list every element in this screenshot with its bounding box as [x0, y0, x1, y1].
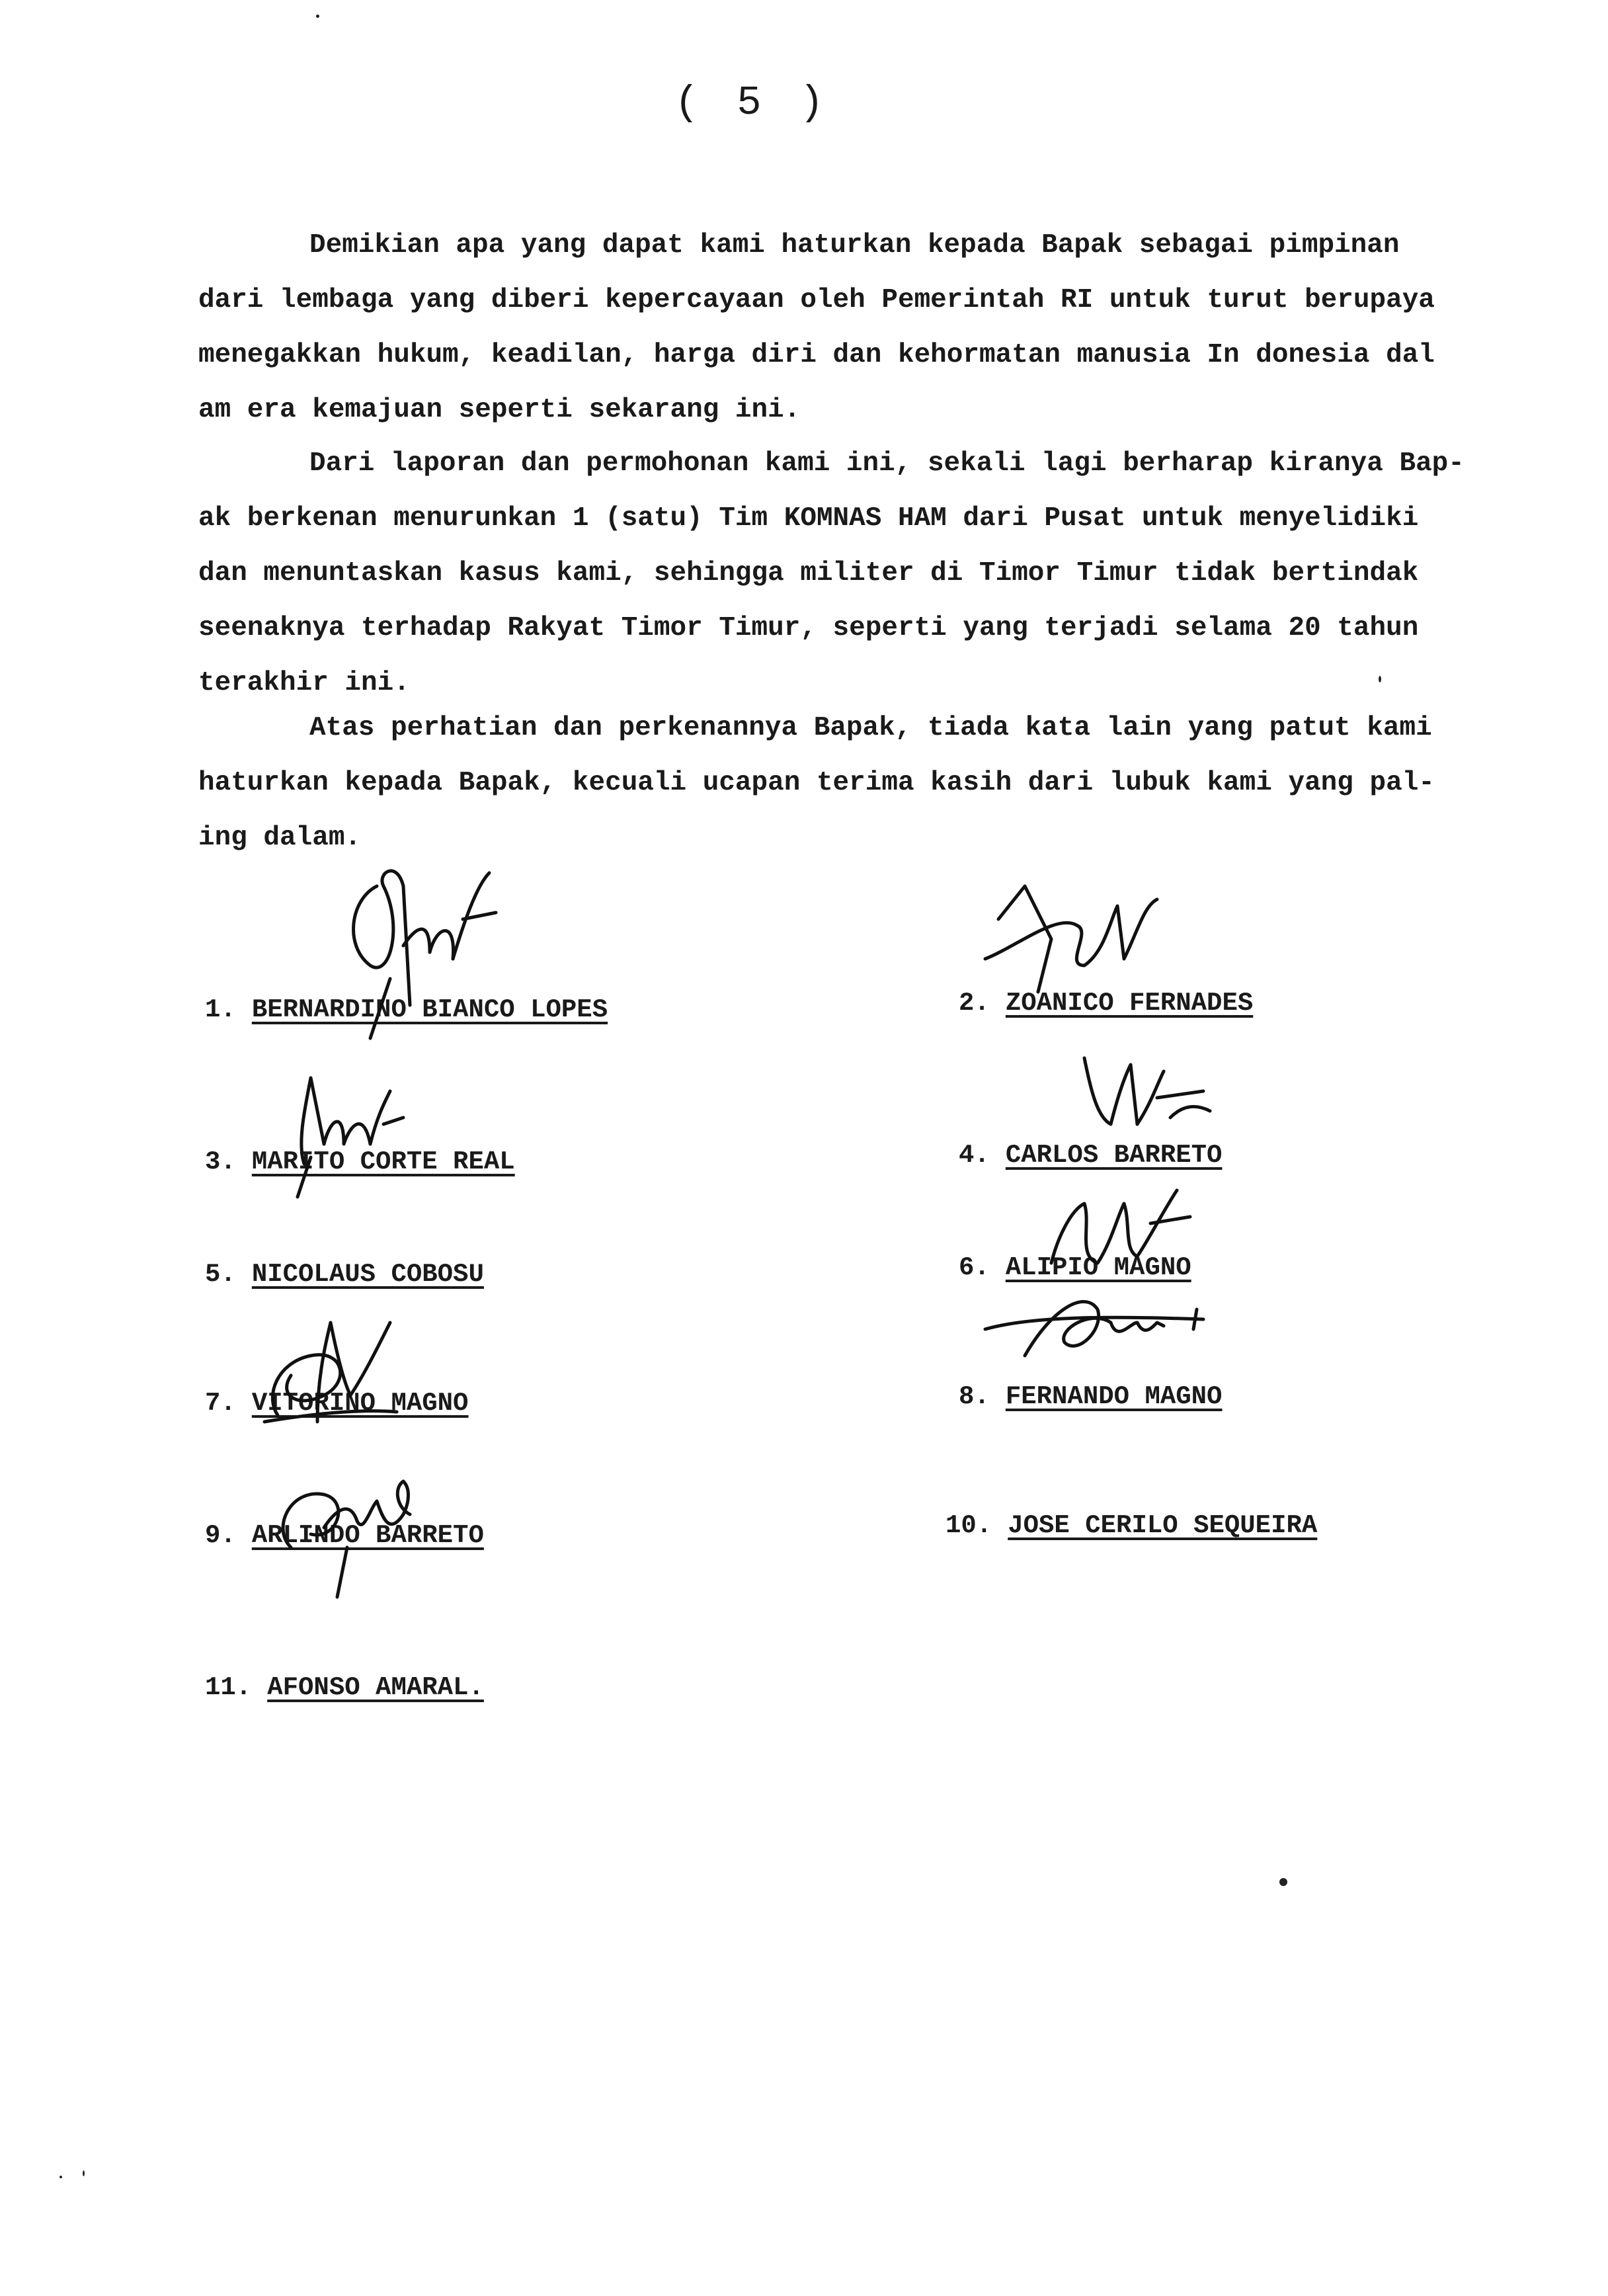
scan-speck	[316, 15, 319, 18]
signatory-name: ZOANICO FERNADES	[1005, 989, 1254, 1018]
signatory-number: 7.	[205, 1389, 236, 1418]
signatory-5	[205, 1260, 484, 1289]
signatory-10	[945, 1511, 1317, 1540]
scan-speck	[83, 2170, 85, 2176]
signatory-number: 5.	[205, 1260, 236, 1289]
paragraph-line: Dari laporan dan permohonan kami ini, sekali lagi berharap kiranya Bap-	[309, 448, 1465, 479]
signatory-name: AFONSO AMARAL.	[267, 1673, 484, 1702]
signatory-number: 6.	[959, 1253, 990, 1282]
paragraph-line: seenaknya terhadap Rakyat Timor Timur, seperti yang terjadi selama 20 tahun	[198, 613, 1419, 643]
signatory-name: CARLOS BARRETO	[1005, 1141, 1223, 1170]
signatory-number: 10.	[945, 1511, 992, 1540]
paragraph-line: ak berkenan menurunkan 1 (satu) Tim KOMNAS HAM dari Pusat untuk menyelidiki	[198, 503, 1419, 534]
paragraph-line: Demikian apa yang dapat kami haturkan kepada Bapak sebagai pimpinan	[309, 230, 1400, 261]
thanks-paragraph	[198, 701, 1468, 866]
request-paragraph	[198, 436, 1468, 711]
signatory-11	[205, 1673, 484, 1702]
paragraph-line: terakhir ini.	[198, 668, 410, 698]
paragraph-line: ing dalam.	[198, 823, 362, 853]
scan-speck	[60, 2176, 62, 2178]
signature-9	[251, 1448, 436, 1600]
page-number: ( 5 )	[674, 79, 831, 126]
signature-7	[251, 1296, 436, 1455]
paragraph-line: menegakkan hukum, keadilan, harga diri dan kehormatan manusia In donesia dal	[198, 340, 1435, 370]
signature-4	[1071, 1045, 1230, 1151]
signatory-name: ARLINDO BARRETO	[251, 1521, 484, 1550]
signatory-number: 9.	[205, 1521, 236, 1550]
paragraph-line: Atas perhatian dan perkenannya Bapak, tiada kata lain yang patut kami	[309, 713, 1432, 743]
signatory-number: 3.	[205, 1147, 236, 1176]
paragraph-line: dari lembaga yang diberi kepercayaan oleh Pemerintah RI untuk turut berupaya	[198, 285, 1435, 315]
paragraph-line: am era kemajuan seperti sekarang ini.	[198, 395, 801, 425]
paragraph-line: dan menuntaskan kasus kami, sehingga militer di Timor Timur tidak bertindak	[198, 558, 1419, 589]
signature-2	[979, 860, 1177, 1005]
signatory-name: MARITO CORTE REAL	[251, 1147, 515, 1176]
signatory-number: 8.	[959, 1382, 990, 1411]
signature-3	[284, 1051, 417, 1204]
scan-speck	[1279, 1878, 1287, 1886]
signatory-name: FERNANDO MAGNO	[1005, 1382, 1223, 1411]
closing-paragraph	[198, 218, 1468, 438]
signatory-number: 4.	[959, 1141, 990, 1170]
scan-speck	[1379, 676, 1381, 682]
signatory-name: NICOLAUS COBOSU	[251, 1260, 484, 1289]
signatory-number: 11.	[205, 1673, 252, 1702]
signatory-name: VITORINO MAGNO	[251, 1389, 469, 1418]
paragraph-line: haturkan kepada Bapak, kecuali ucapan terima kasih dari lubuk kami yang pal-	[198, 768, 1435, 798]
signature-6	[1031, 1164, 1203, 1296]
signatory-name: BERNARDINO BIANCO LOPES	[251, 995, 608, 1024]
signature-1	[331, 846, 529, 1058]
signatory-number: 1.	[205, 995, 236, 1024]
signature-8	[979, 1283, 1217, 1389]
signatory-number: 2.	[959, 989, 990, 1018]
signatory-name: ALIPIO MAGNO	[1005, 1253, 1191, 1282]
signatory-name: JOSE CERILO SEQUEIRA	[1008, 1511, 1318, 1540]
